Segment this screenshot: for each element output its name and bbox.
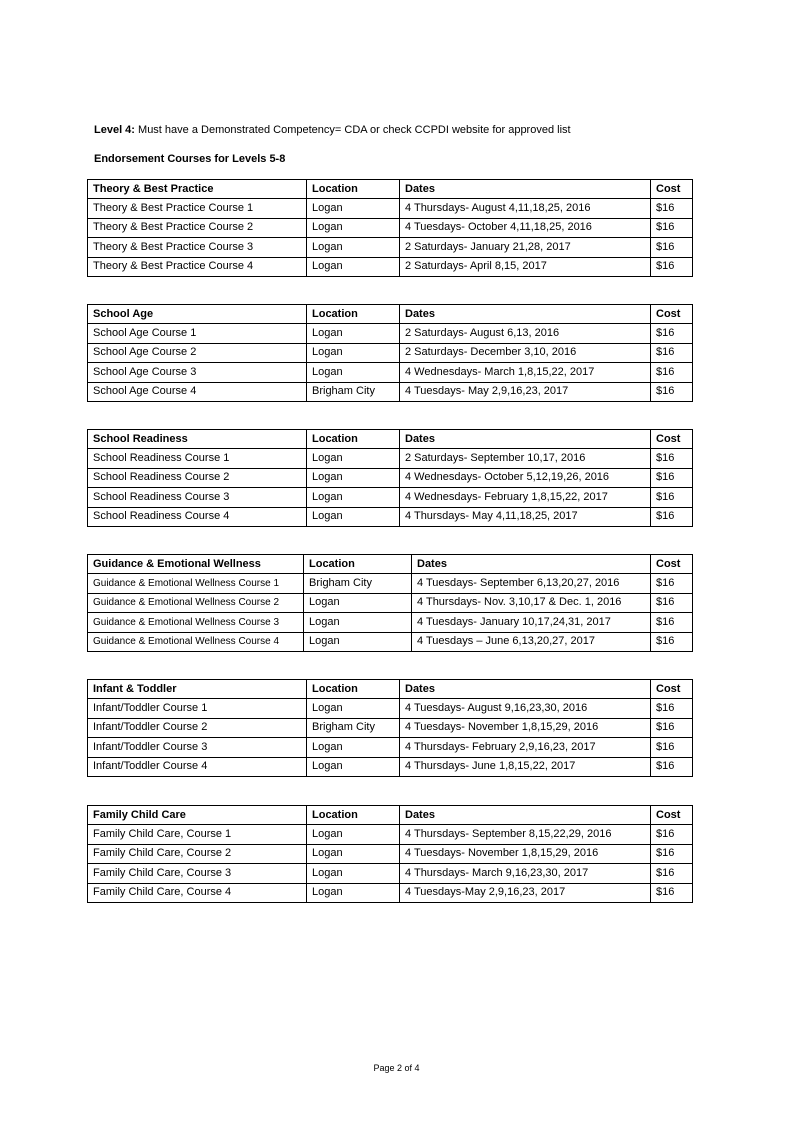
dates-header: Dates: [412, 555, 651, 574]
course-cost: $16: [651, 343, 693, 362]
dates-header: Dates: [400, 430, 651, 449]
table-header-row: [88, 430, 693, 449]
course-location: Logan: [307, 257, 400, 276]
course-name: Family Child Care, Course 2: [88, 844, 307, 863]
course-dates: 4 Wednesdays- March 1,8,15,22, 2017: [400, 363, 651, 382]
school-age-table: [87, 304, 693, 402]
course-name: School Age Course 3: [88, 363, 307, 382]
course-cost: $16: [651, 574, 693, 593]
course-name: School Age Course 1: [88, 324, 307, 343]
course-location: Logan: [307, 507, 400, 526]
table-row: [88, 699, 693, 718]
course-cost: $16: [651, 883, 693, 902]
table-row: [88, 757, 693, 776]
course-dates: 4 Thursdays- May 4,11,18,25, 2017: [400, 507, 651, 526]
course-cost: $16: [651, 613, 693, 632]
course-cost: $16: [651, 718, 693, 737]
course-cost: $16: [651, 488, 693, 507]
dates-header: Dates: [400, 180, 651, 199]
cost-header: Cost: [651, 305, 693, 324]
table-header-row: [88, 555, 693, 574]
course-cost: $16: [651, 468, 693, 487]
location-header: Location: [304, 555, 412, 574]
course-location: Logan: [307, 199, 400, 218]
location-header: Location: [307, 430, 400, 449]
table-row: [88, 238, 693, 257]
cost-header: Cost: [651, 180, 693, 199]
course-name: School Readiness Course 3: [88, 488, 307, 507]
location-header: Location: [307, 806, 400, 825]
course-dates: 4 Wednesdays- February 1,8,15,22, 2017: [400, 488, 651, 507]
category-header: School Readiness: [88, 430, 307, 449]
course-cost: $16: [651, 382, 693, 401]
course-name: Family Child Care, Course 1: [88, 825, 307, 844]
table-row: [88, 738, 693, 757]
course-dates: 4 Thursdays- March 9,16,23,30, 2017: [400, 864, 651, 883]
table-row: [88, 574, 693, 593]
course-location: Logan: [307, 324, 400, 343]
table-row: [88, 613, 693, 632]
course-location: Logan: [307, 757, 400, 776]
table-row: [88, 382, 693, 401]
course-dates: 4 Tuesdays-May 2,9,16,23, 2017: [400, 883, 651, 902]
course-dates: 4 Tuesdays- January 10,17,24,31, 2017: [412, 613, 651, 632]
infant-toddler-table: [87, 679, 693, 777]
course-location: Logan: [304, 632, 412, 651]
course-name: School Readiness Course 4: [88, 507, 307, 526]
course-dates: 4 Thursdays- June 1,8,15,22, 2017: [400, 757, 651, 776]
category-header: School Age: [88, 305, 307, 324]
course-name: Theory & Best Practice Course 4: [88, 257, 307, 276]
table-header-row: [88, 806, 693, 825]
table-row: [88, 864, 693, 883]
course-cost: $16: [651, 449, 693, 468]
course-dates: 4 Wednesdays- October 5,12,19,26, 2016: [400, 468, 651, 487]
course-location: Brigham City: [307, 718, 400, 737]
table-row: [88, 199, 693, 218]
category-header: Guidance & Emotional Wellness: [88, 555, 304, 574]
course-name: Family Child Care, Course 3: [88, 864, 307, 883]
course-name: School Age Course 2: [88, 343, 307, 362]
course-name: Guidance & Emotional Wellness Course 3: [88, 613, 304, 632]
course-cost: $16: [651, 238, 693, 257]
course-name: Guidance & Emotional Wellness Course 2: [88, 593, 304, 612]
cost-header: Cost: [651, 806, 693, 825]
course-cost: $16: [651, 738, 693, 757]
theory-best-practice-table: [87, 179, 693, 277]
course-cost: $16: [651, 844, 693, 863]
course-dates: 4 Thursdays- February 2,9,16,23, 2017: [400, 738, 651, 757]
course-cost: $16: [651, 593, 693, 612]
cost-header: Cost: [651, 680, 693, 699]
table-row: [88, 718, 693, 737]
course-name: School Readiness Course 1: [88, 449, 307, 468]
level-4-text: Must have a Demonstrated Competency= CDA or check CCPDI website for approved list: [134, 124, 571, 136]
course-cost: $16: [651, 218, 693, 237]
course-name: Infant/Toddler Course 2: [88, 718, 307, 737]
course-location: Brigham City: [307, 382, 400, 401]
course-cost: $16: [651, 324, 693, 343]
course-name: School Age Course 4: [88, 382, 307, 401]
course-location: Logan: [304, 593, 412, 612]
table-row: [88, 883, 693, 902]
course-dates: 2 Saturdays- September 10,17, 2016: [400, 449, 651, 468]
table-row: [88, 343, 693, 362]
course-location: Logan: [307, 699, 400, 718]
course-name: Guidance & Emotional Wellness Course 1: [88, 574, 304, 593]
course-cost: $16: [651, 199, 693, 218]
table-row: [88, 507, 693, 526]
cost-header: Cost: [651, 555, 693, 574]
course-name: Theory & Best Practice Course 1: [88, 199, 307, 218]
category-header: Theory & Best Practice: [88, 180, 307, 199]
school-readiness-table: [87, 429, 693, 527]
course-dates: 2 Saturdays- August 6,13, 2016: [400, 324, 651, 343]
course-location: Brigham City: [304, 574, 412, 593]
course-name: Infant/Toddler Course 3: [88, 738, 307, 757]
course-location: Logan: [307, 825, 400, 844]
course-name: Family Child Care, Course 4: [88, 883, 307, 902]
course-location: Logan: [307, 238, 400, 257]
course-location: Logan: [304, 613, 412, 632]
table-row: [88, 488, 693, 507]
course-dates: 4 Tuesdays – June 6,13,20,27, 2017: [412, 632, 651, 651]
course-dates: 4 Tuesdays- November 1,8,15,29, 2016: [400, 844, 651, 863]
course-location: Logan: [307, 468, 400, 487]
category-header: Infant & Toddler: [88, 680, 307, 699]
course-dates: 2 Saturdays- December 3,10, 2016: [400, 343, 651, 362]
section-heading: Endorsement Courses for Levels 5-8: [94, 153, 286, 165]
table-row: [88, 825, 693, 844]
course-cost: $16: [651, 757, 693, 776]
table-row: [88, 844, 693, 863]
course-dates: 2 Saturdays- April 8,15, 2017: [400, 257, 651, 276]
course-location: Logan: [307, 449, 400, 468]
course-cost: $16: [651, 699, 693, 718]
course-name: Theory & Best Practice Course 2: [88, 218, 307, 237]
course-dates: 4 Thursdays- August 4,11,18,25, 2016: [400, 199, 651, 218]
category-header: Family Child Care: [88, 806, 307, 825]
course-location: Logan: [307, 844, 400, 863]
table-header-row: [88, 680, 693, 699]
course-cost: $16: [651, 507, 693, 526]
course-cost: $16: [651, 864, 693, 883]
course-location: Logan: [307, 864, 400, 883]
table-row: [88, 632, 693, 651]
course-dates: 4 Thursdays- Nov. 3,10,17 & Dec. 1, 2016: [412, 593, 651, 612]
course-cost: $16: [651, 257, 693, 276]
course-location: Logan: [307, 488, 400, 507]
table-row: [88, 593, 693, 612]
course-dates: 4 Thursdays- September 8,15,22,29, 2016: [400, 825, 651, 844]
dates-header: Dates: [400, 680, 651, 699]
table-row: [88, 257, 693, 276]
course-dates: 4 Tuesdays- October 4,11,18,25, 2016: [400, 218, 651, 237]
table-row: [88, 324, 693, 343]
page-number: Page 2 of 4: [373, 1063, 420, 1073]
course-name: Infant/Toddler Course 4: [88, 757, 307, 776]
family-child-care-table: [87, 805, 693, 903]
course-location: Logan: [307, 738, 400, 757]
course-location: Logan: [307, 343, 400, 362]
dates-header: Dates: [400, 806, 651, 825]
table-row: [88, 468, 693, 487]
course-cost: $16: [651, 632, 693, 651]
table-header-row: [88, 305, 693, 324]
table-row: [88, 449, 693, 468]
course-cost: $16: [651, 825, 693, 844]
course-dates: 4 Tuesdays- August 9,16,23,30, 2016: [400, 699, 651, 718]
dates-header: Dates: [400, 305, 651, 324]
cost-header: Cost: [651, 430, 693, 449]
table-row: [88, 363, 693, 382]
level-4-label: Level 4:: [94, 124, 135, 136]
location-header: Location: [307, 180, 400, 199]
location-header: Location: [307, 305, 400, 324]
course-name: Theory & Best Practice Course 3: [88, 238, 307, 257]
location-header: Location: [307, 680, 400, 699]
guidance-emotional-wellness-table: [87, 554, 693, 652]
course-location: Logan: [307, 218, 400, 237]
course-location: Logan: [307, 363, 400, 382]
course-cost: $16: [651, 363, 693, 382]
table-header-row: [88, 180, 693, 199]
course-name: School Readiness Course 2: [88, 468, 307, 487]
course-dates: 4 Tuesdays- May 2,9,16,23, 2017: [400, 382, 651, 401]
course-location: Logan: [307, 883, 400, 902]
course-dates: 4 Tuesdays- November 1,8,15,29, 2016: [400, 718, 651, 737]
table-row: [88, 218, 693, 237]
course-dates: 4 Tuesdays- September 6,13,20,27, 2016: [412, 574, 651, 593]
course-dates: 2 Saturdays- January 21,28, 2017: [400, 238, 651, 257]
course-name: Infant/Toddler Course 1: [88, 699, 307, 718]
level-4-requirement: [94, 123, 571, 137]
course-name: Guidance & Emotional Wellness Course 4: [88, 632, 304, 651]
